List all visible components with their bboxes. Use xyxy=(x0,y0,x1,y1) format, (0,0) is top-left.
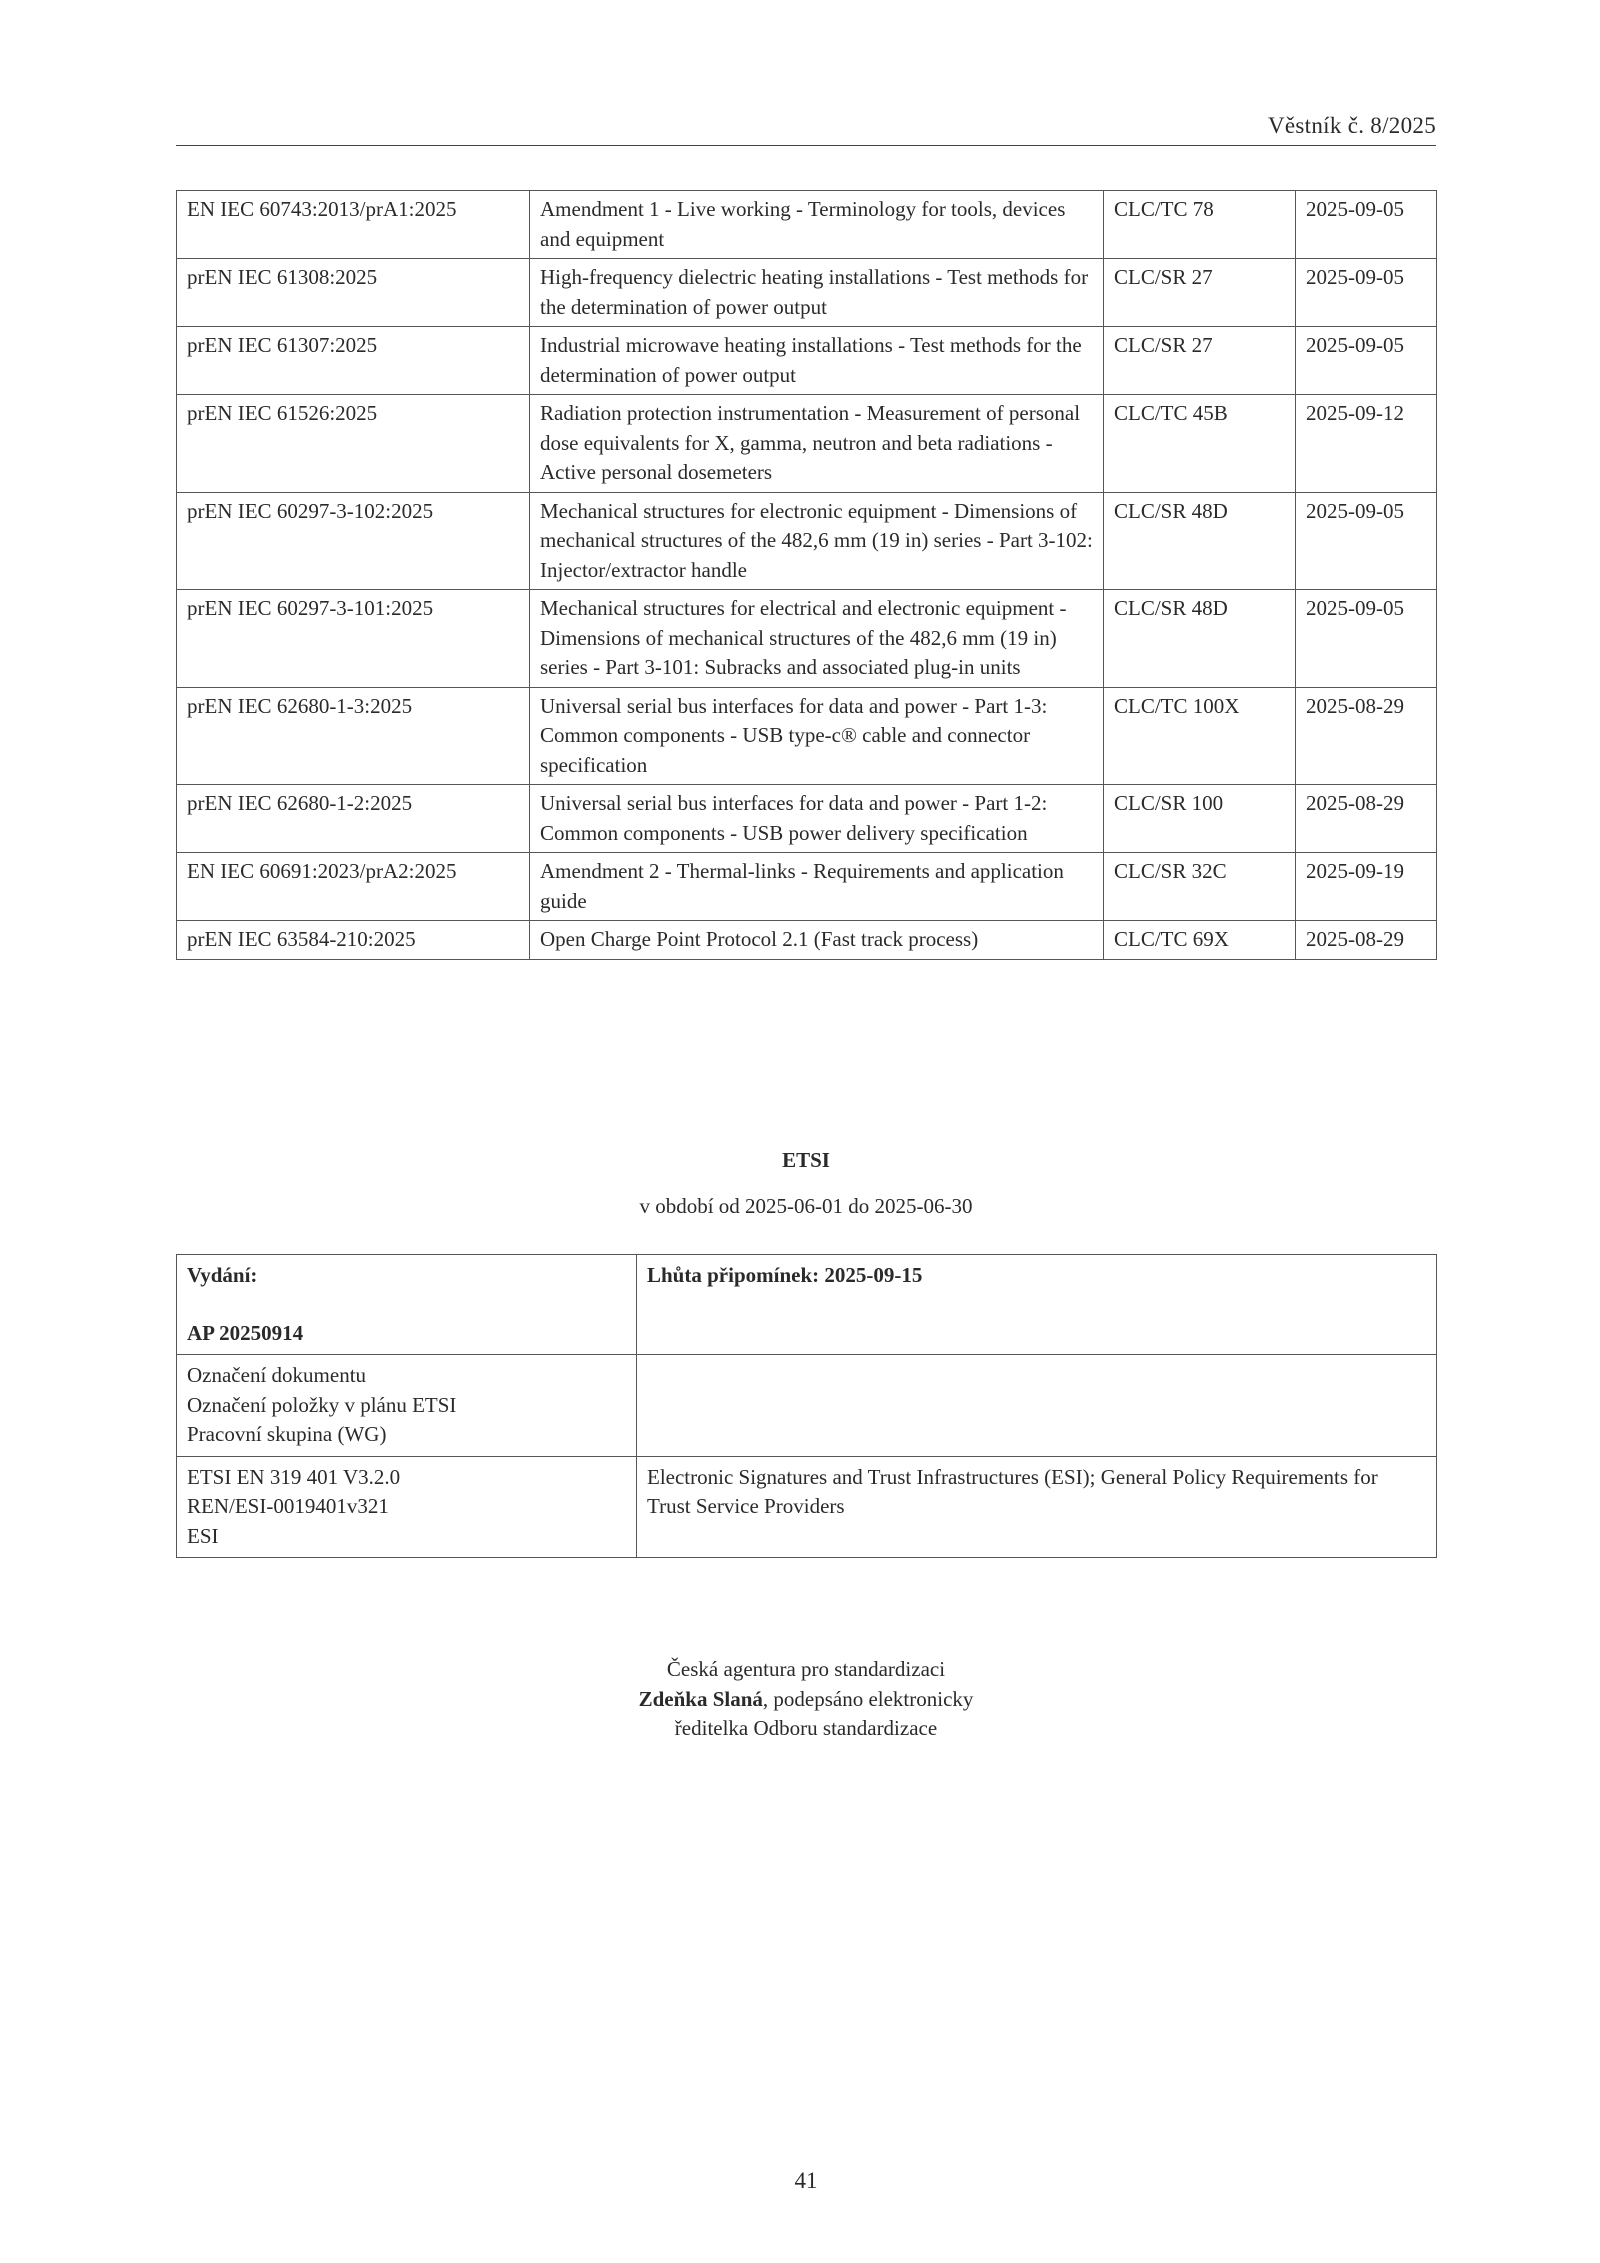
agency-name: Česká agentura pro standardizaci xyxy=(666,1657,946,1681)
committee-cell: CLC/SR 100 xyxy=(1104,785,1296,853)
table-row xyxy=(177,853,1437,921)
table-row xyxy=(177,259,1437,327)
committee-cell: CLC/SR 48D xyxy=(1104,590,1296,688)
title-cell: Amendment 2 - Thermal-links - Requirements and application guide xyxy=(530,853,1104,921)
committee-cell: CLC/SR 27 xyxy=(1104,259,1296,327)
etsi-deadline-cell xyxy=(637,1255,1437,1355)
date-cell: 2025-09-19 xyxy=(1296,853,1437,921)
designation-cell: prEN IEC 63584-210:2025 xyxy=(177,921,530,960)
issue-label: Vydání: xyxy=(187,1263,258,1287)
date-cell: 2025-08-29 xyxy=(1296,921,1437,960)
committee-cell: CLC/TC 100X xyxy=(1104,687,1296,785)
title-cell: Amendment 1 - Live working - Terminology for tools, devices and equipment xyxy=(530,191,1104,259)
date-cell: 2025-09-05 xyxy=(1296,590,1437,688)
title-cell: Universal serial bus interfaces for data and power - Part 1-3: Common components - USB type-c® cable and connector specification xyxy=(530,687,1104,785)
table-row xyxy=(177,191,1437,259)
table-row xyxy=(177,687,1437,785)
etsi-issue-cell xyxy=(177,1255,637,1355)
date-cell: 2025-08-29 xyxy=(1296,687,1437,785)
committee-cell: CLC/TC 78 xyxy=(1104,191,1296,259)
designation-cell: prEN IEC 60297-3-101:2025 xyxy=(177,590,530,688)
title-cell: Mechanical structures for electrical and electronic equipment - Dimensions of mechanical structures of the 482,6 mm (19 in) series - Part 3-101: Subracks and associated plug-in units xyxy=(530,590,1104,688)
etsi-legend-empty-cell xyxy=(637,1355,1437,1457)
header-rule xyxy=(176,145,1436,146)
legend-document-designation: Označení dokumentu xyxy=(187,1363,367,1387)
etsi-entry-row xyxy=(177,1456,1437,1558)
designation-cell: EN IEC 60743:2013/prA1:2025 xyxy=(177,191,530,259)
committee-cell: CLC/TC 45B xyxy=(1104,395,1296,493)
signature-block xyxy=(176,1655,1436,1744)
table-row xyxy=(177,590,1437,688)
date-cell: 2025-09-05 xyxy=(1296,492,1437,590)
date-cell: 2025-09-05 xyxy=(1296,327,1437,395)
entry-work-item: REN/ESI-0019401v321 xyxy=(187,1494,389,1518)
cen-standards-table xyxy=(176,190,1437,960)
title-cell: Radiation protection instrumentation - Measurement of personal dose equivalents for X, gamma, neutron and beta radiations - Active personal dosemeters xyxy=(530,395,1104,493)
date-cell: 2025-08-29 xyxy=(1296,785,1437,853)
date-cell: 2025-09-05 xyxy=(1296,259,1437,327)
designation-cell: prEN IEC 62680-1-3:2025 xyxy=(177,687,530,785)
designation-cell: EN IEC 60691:2023/prA2:2025 xyxy=(177,853,530,921)
table-row xyxy=(177,785,1437,853)
etsi-table xyxy=(176,1254,1437,1558)
committee-cell: CLC/SR 32C xyxy=(1104,853,1296,921)
date-cell: 2025-09-05 xyxy=(1296,191,1437,259)
designation-cell: prEN IEC 62680-1-2:2025 xyxy=(177,785,530,853)
table-row xyxy=(177,921,1437,960)
etsi-heading: ETSI xyxy=(782,1148,830,1172)
designation-cell: prEN IEC 61308:2025 xyxy=(177,259,530,327)
title-cell: Open Charge Point Protocol 2.1 (Fast track process) xyxy=(530,921,1104,960)
comment-deadline: Lhůta připomínek: 2025-09-15 xyxy=(647,1263,923,1287)
etsi-entry-title-cell: Electronic Signatures and Trust Infrastructures (ESI); General Policy Requirements for Trust Service Providers xyxy=(637,1456,1437,1558)
issue-value: AP 20250914 xyxy=(187,1320,304,1345)
title-cell: High-frequency dielectric heating installations - Test methods for the determination of power output xyxy=(530,259,1104,327)
etsi-header-row xyxy=(177,1255,1437,1355)
title-cell: Mechanical structures for electronic equipment - Dimensions of mechanical structures of the 482,6 mm (19 in) series - Part 3-102: Injector/extractor handle xyxy=(530,492,1104,590)
etsi-period: v období od 2025-06-01 do 2025-06-30 xyxy=(639,1194,973,1218)
committee-cell: CLC/SR 27 xyxy=(1104,327,1296,395)
committee-cell: CLC/SR 48D xyxy=(1104,492,1296,590)
entry-working-group: ESI xyxy=(187,1523,219,1548)
etsi-entry-ids-cell xyxy=(177,1456,637,1558)
running-head: Věstník č. 8/2025 xyxy=(1268,113,1436,138)
signed-note: , podepsáno elektronicky xyxy=(762,1686,974,1711)
table-row xyxy=(177,492,1437,590)
committee-cell: CLC/TC 69X xyxy=(1104,921,1296,960)
title-cell: Industrial microwave heating installations - Test methods for the determination of power output xyxy=(530,327,1104,395)
table-row xyxy=(177,327,1437,395)
etsi-legend-row xyxy=(177,1355,1437,1457)
page-number: 41 xyxy=(794,2168,818,2193)
designation-cell: prEN IEC 61307:2025 xyxy=(177,327,530,395)
date-cell: 2025-09-12 xyxy=(1296,395,1437,493)
legend-working-group: Pracovní skupina (WG) xyxy=(187,1422,387,1446)
designation-cell: prEN IEC 60297-3-102:2025 xyxy=(177,492,530,590)
designation-cell: prEN IEC 61526:2025 xyxy=(177,395,530,493)
table-row xyxy=(177,395,1437,493)
title-cell: Universal serial bus interfaces for data and power - Part 1-2: Common components - USB power delivery specification xyxy=(530,785,1104,853)
etsi-legend-cell xyxy=(177,1355,637,1457)
signer-name: Zdeňka Slaná xyxy=(638,1686,763,1711)
signer-line xyxy=(176,1685,1436,1715)
legend-work-item: Označení položky v plánu ETSI xyxy=(187,1392,457,1417)
entry-designation: ETSI EN 319 401 V3.2.0 xyxy=(187,1464,401,1489)
signer-role: ředitelka Odboru standardizace xyxy=(674,1716,938,1740)
